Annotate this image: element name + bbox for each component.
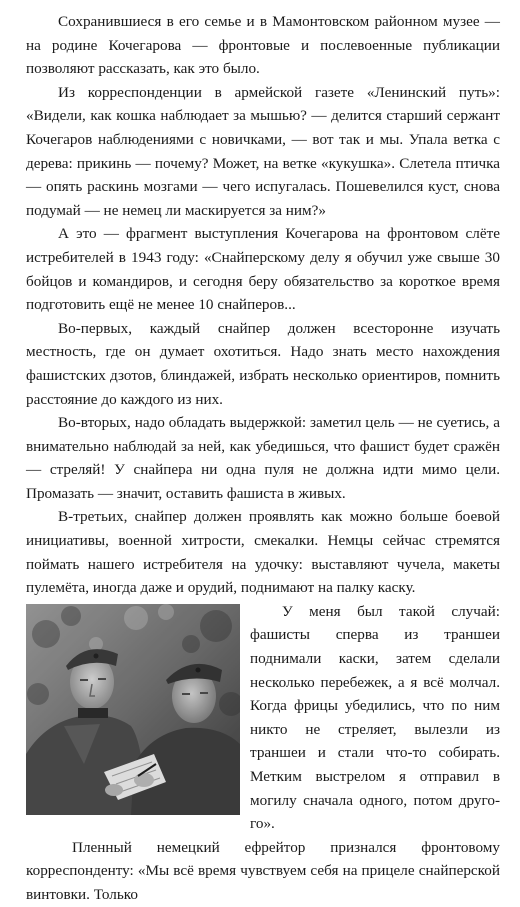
paragraph-7: У меня был такой случай: фашисты сперва из траншеи поднимали каски, затем сделали несколько перебежек, а я всё молчал. Когда фрицы убедились, что по ним никто не стреляет, вылезли из траншеи и стали что-то собирать. Метким выстрелом я отправил в могилу сначала одного, потом другого». [250,602,500,833]
paragraph-2: Из корреспонденции в армейской газете «Ленинский путь»: «Видели, как кошка наблюдает за мышью? — делится старший сержант Кочегаров наблюдениями с новичками, — вот так и мы. Упала ветка с дерева: прикинь — почему? Может, на ветке «кукушка». Слетела птичка — опять раскинь мозгами — чего испугалась. Пошевелился куст, снова подумай — не немец ли маскируется за ним?» [26,83,500,219]
soldiers-photo-image [26,604,240,815]
paragraph-5: Во-вторых, надо обладать выдержкой: заметил цель — не суетись, а внимательно наблюдай за ней, как убедишься, что фашист будет сражён — стреляй! У снайпера ни одна пуля не должна идти мимо цели. Промазать — значит, оставить фашиста в живых. [26,414,500,502]
document-page [26,10,500,907]
paragraph-1: Сохранившиеся в его семье и в Мамонтовском районном музее — на родине Кочегарова — фронтовые и послевоенные публикации позволяют рассказать, как это было. [26,13,500,78]
paragraph-6: В-третьих, снайпер должен проявлять как можно больше боевой инициативы, военной хитрости, смекалки. Немцы сейчас стремятся поймать нашего истребителя на удочку: выставляют чучела, макеты пулемёта, иногда даже и орудий, поднимают на палку каску. [26,508,500,597]
soldiers-photo [26,604,240,815]
paragraph-8: Пленный немецкий ефрейтор признался фронтовому корреспонденту: «Мы всё время чувствуем себя на прицеле снайперской винтовки. Только [26,838,500,903]
paragraph-4: Во-первых, каждый снайпер должен всесторонне изучать местность, где он думает охотиться. Надо знать место нахождения фашистских дзотов, блиндажей, избрать несколько ориентиров, помнить расстояние до каждого из них. [26,319,500,408]
paragraph-3: А это — фрагмент выступления Кочегарова на фронтовом слёте истребителей в 1943 году: «Снайперскому делу я обучил уже свыше 30 бойцов и командиров, и сегодня беру обязательство за короткое время подготовить ещё не менее 10 снайперов... [26,225,500,314]
